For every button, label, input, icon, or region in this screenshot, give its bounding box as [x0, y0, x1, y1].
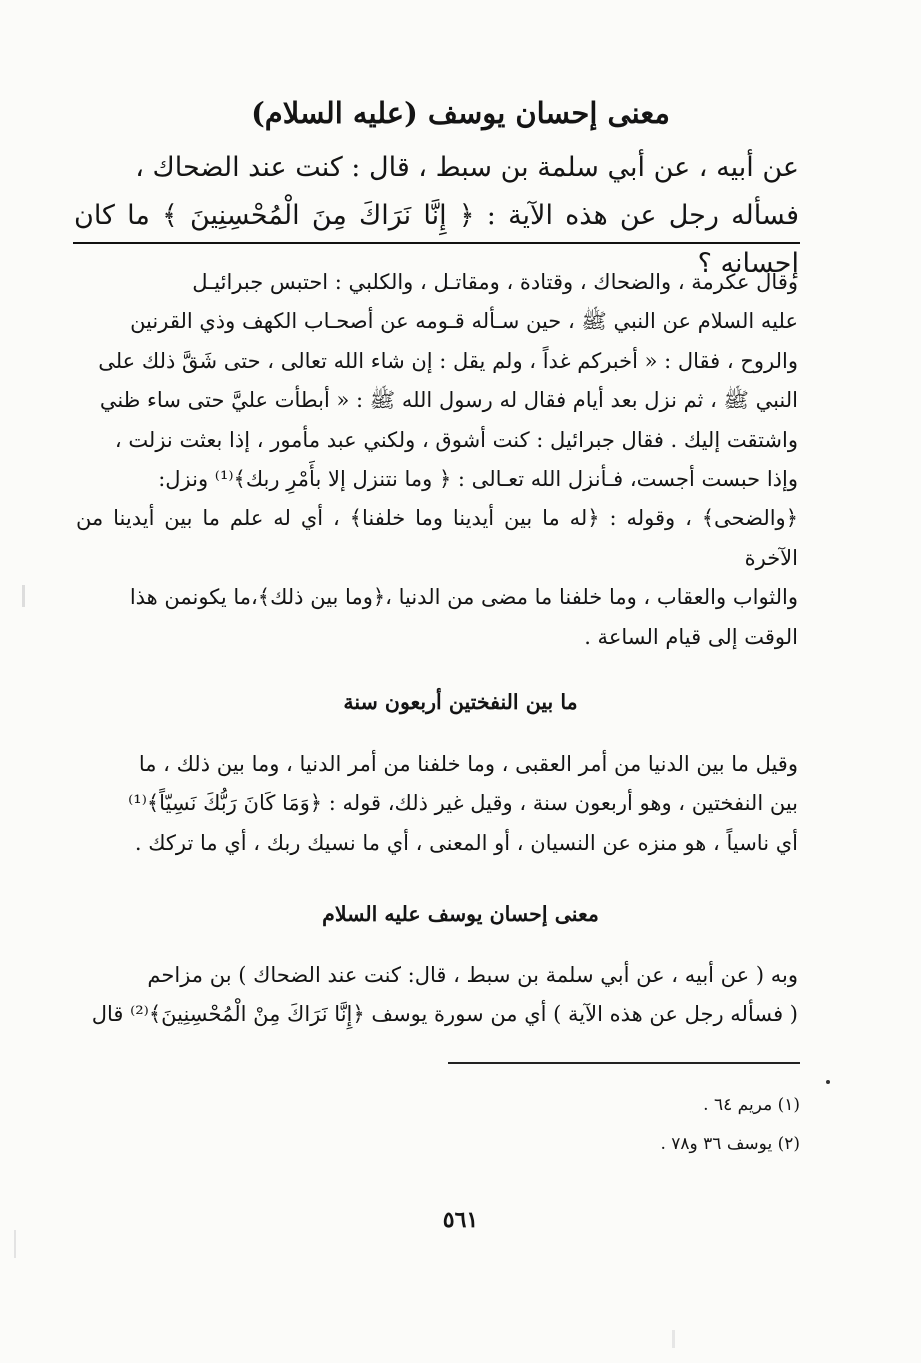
- text-line: واشتقت إليك . فقال جبرائيل : كنت أشوق ، ولكني عبد مأمور ، إذا بعثت نزلت ،: [114, 427, 798, 452]
- scan-mark: [14, 1230, 16, 1258]
- top-quote-line: فسأله رجل عن هذه الآية : ﴿ إِنَّا نَرَاكَ مِنَ الْمُحْسِنِينَ ﴾ ما كان إحسانه ؟: [74, 200, 799, 279]
- text-line: الوقت إلى قيام الساعة .: [584, 624, 798, 649]
- text-line: وإذا حبست أجست، فـأنزل الله تعـالى : ﴿ وما نتنزل إلا بأَمْرِ ربك﴾⁽¹⁾ ونزل:: [158, 467, 798, 492]
- text-line: عليه السلام عن النبي ﷺ ، حين سـأله قـومه عن أصحـاب الكهف وذي القرنين: [130, 309, 798, 334]
- footnote: (٢) يوسف ٣٦ و٧٨ .: [660, 1134, 800, 1154]
- commentary-paragraph-1: [76, 263, 798, 657]
- commentary-paragraph-2: [76, 745, 798, 863]
- section-heading: معنى إحسان يوسف عليه السلام: [322, 902, 599, 926]
- text-line: وقيل ما بين الدنيا من أمر العقبى ، وما خلفنا من أمر الدنيا ، وما بين ذلك ، ما: [138, 752, 798, 776]
- text-line: ( فسأله رجل عن هذه الآية ) أي من سورة يوسف ﴿إِنَّا نَرَاكَ مِنْ الْمُحْسِنِينَ﴾⁽²⁾ قال: [91, 1002, 798, 1027]
- text-line: النبي ﷺ ، ثم نزل بعد أيام فقال له رسول الله ﷺ : « أبطأت عليَّ حتى ساء ظني: [99, 388, 798, 413]
- page-number: ٥٦١: [442, 1207, 479, 1233]
- text-line: وقال عكرمة ، والضحاك ، وقتادة ، ومقاتـل ، والكلبي : احتبس جبرائيـل: [192, 270, 798, 294]
- text-line: والروح ، فقال : « أخبركم غداً ، ولم يقل : إن شاء الله تعالى ، حتى شَقَّ ذلك على: [98, 348, 798, 373]
- header-rule: [73, 242, 800, 244]
- footnote-rule: [448, 1062, 800, 1064]
- text-line: أي ناسياً ، هو منزه عن النسيان ، أو المعنى ، أي ما نسيك ربك ، أي ما تركك .: [134, 830, 798, 855]
- text-line: والثواب والعقاب ، وما خلفنا ما مضى من الدنيا ،﴿وما بين ذلك﴾،ما يكونمن هذا: [129, 585, 798, 610]
- section-heading: ما بين النفختين أربعون سنة: [343, 690, 578, 714]
- text-line: بين النفختين ، وهو أربعون سنة ، وقيل غير ذلك، قوله : ﴿وَمَا كَانَ رَبُّكَ نَسِيّاً﴾⁽¹⁾: [128, 791, 798, 816]
- text-line: ﴿والضحى﴾ ، وقوله : ﴿له ما بين أيدينا وما خلفنا﴾ ، أي له علم ما بين أيدينا من الآخرة: [76, 506, 798, 570]
- ink-dot: [826, 1080, 830, 1084]
- footnote: (١) مريم ٦٤ .: [703, 1095, 800, 1115]
- running-heading: معنى إحسان يوسف (عليه السلام): [251, 96, 670, 130]
- commentary-paragraph-3: [76, 956, 798, 1035]
- text-line: وبه ( عن أبيه ، عن أبي سلمة بن سبط ، قال: كنت عند الضحاك ) بن مزاحم: [147, 963, 798, 987]
- top-quote-line: عن أبيه ، عن أبي سلمة بن سبط ، قال : كنت عند الضحاك ،: [135, 152, 799, 183]
- scan-mark: [672, 1330, 675, 1348]
- scan-mark: [22, 585, 25, 607]
